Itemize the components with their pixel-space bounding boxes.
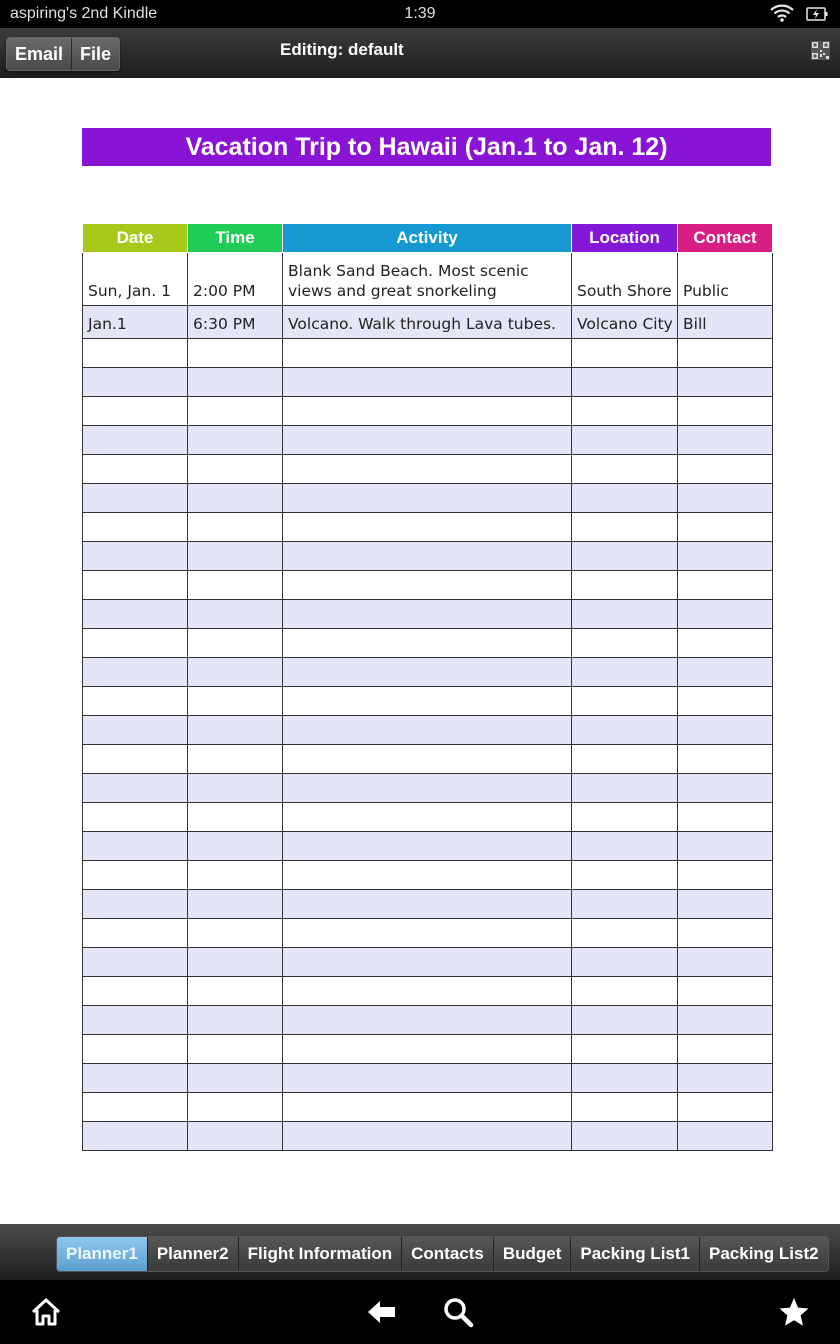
table-cell[interactable] xyxy=(572,948,678,977)
table-cell[interactable] xyxy=(188,397,283,426)
table-cell[interactable] xyxy=(678,832,773,861)
table-cell[interactable] xyxy=(678,687,773,716)
table-cell[interactable] xyxy=(83,1035,188,1064)
table-row xyxy=(83,1064,773,1093)
table-cell[interactable] xyxy=(83,774,188,803)
star-icon[interactable] xyxy=(778,1296,810,1328)
search-icon[interactable] xyxy=(442,1296,474,1328)
table-row xyxy=(83,629,773,658)
table-cell[interactable] xyxy=(83,1093,188,1122)
table-cell[interactable] xyxy=(188,1035,283,1064)
table-cell[interactable] xyxy=(678,977,773,1006)
table-cell[interactable] xyxy=(678,542,773,571)
table-cell[interactable] xyxy=(83,890,188,919)
table-cell[interactable] xyxy=(83,745,188,774)
table-cell[interactable] xyxy=(572,1093,678,1122)
table-cell[interactable] xyxy=(83,977,188,1006)
table-cell[interactable] xyxy=(83,861,188,890)
table-cell[interactable] xyxy=(283,658,572,687)
table-row xyxy=(83,368,773,397)
table-cell[interactable] xyxy=(283,339,572,368)
table-cell[interactable]: Volcano City xyxy=(572,306,678,339)
table-cell[interactable] xyxy=(83,948,188,977)
table-cell[interactable] xyxy=(678,774,773,803)
table-cell[interactable] xyxy=(283,1064,572,1093)
table-cell[interactable] xyxy=(678,890,773,919)
system-nav-bar xyxy=(0,1280,840,1344)
table-cell[interactable] xyxy=(283,513,572,542)
table-row xyxy=(83,1122,773,1151)
table-cell[interactable] xyxy=(572,455,678,484)
battery-icon xyxy=(806,4,828,24)
table-cell[interactable] xyxy=(572,658,678,687)
table-cell[interactable] xyxy=(572,919,678,948)
table-cell[interactable] xyxy=(188,1064,283,1093)
table-cell[interactable] xyxy=(678,368,773,397)
table-cell[interactable] xyxy=(678,803,773,832)
table-cell[interactable]: Volcano. Walk through Lava tubes. xyxy=(283,306,572,339)
column-header-activity[interactable]: Activity xyxy=(283,224,572,253)
table-cell[interactable] xyxy=(678,745,773,774)
table-cell[interactable] xyxy=(83,658,188,687)
table-cell[interactable] xyxy=(572,716,678,745)
table-cell[interactable] xyxy=(188,1006,283,1035)
table-cell[interactable] xyxy=(572,803,678,832)
table-cell[interactable] xyxy=(678,1093,773,1122)
table-cell[interactable] xyxy=(678,716,773,745)
table-row xyxy=(83,513,773,542)
table-cell[interactable] xyxy=(188,977,283,1006)
table-cell[interactable] xyxy=(83,600,188,629)
table-row xyxy=(83,832,773,861)
table-cell[interactable] xyxy=(83,368,188,397)
table-row xyxy=(83,1093,773,1122)
table-row xyxy=(83,397,773,426)
table-row xyxy=(83,716,773,745)
column-header-location[interactable]: Location xyxy=(572,224,678,253)
table-cell[interactable] xyxy=(678,571,773,600)
table-cell[interactable] xyxy=(188,658,283,687)
table-cell[interactable] xyxy=(83,1064,188,1093)
table-cell[interactable] xyxy=(283,368,572,397)
table-cell[interactable] xyxy=(188,745,283,774)
status-bar xyxy=(0,0,840,28)
table-cell[interactable] xyxy=(83,339,188,368)
table-row xyxy=(83,861,773,890)
table-cell[interactable] xyxy=(572,368,678,397)
table-cell[interactable] xyxy=(572,426,678,455)
file-button[interactable]: File xyxy=(71,38,119,70)
tab-packing-list1[interactable]: Packing List1 xyxy=(570,1237,699,1271)
table-cell[interactable] xyxy=(678,455,773,484)
column-header-time[interactable]: Time xyxy=(188,224,283,253)
table-cell[interactable] xyxy=(83,1122,188,1151)
table-cell[interactable] xyxy=(572,339,678,368)
sheet-tab-bar xyxy=(0,1224,840,1280)
table-cell[interactable] xyxy=(283,600,572,629)
table-cell[interactable] xyxy=(283,948,572,977)
table-cell[interactable] xyxy=(283,397,572,426)
table-cell[interactable] xyxy=(83,397,188,426)
table-row xyxy=(83,890,773,919)
table-row xyxy=(83,774,773,803)
device-name: aspiring's 2nd Kindle xyxy=(10,5,158,22)
table-cell[interactable] xyxy=(283,1122,572,1151)
table-cell[interactable] xyxy=(572,832,678,861)
tab-planner2[interactable]: Planner2 xyxy=(147,1237,238,1271)
table-cell[interactable] xyxy=(283,426,572,455)
header-row xyxy=(83,224,773,253)
table-cell[interactable] xyxy=(188,716,283,745)
table-cell[interactable] xyxy=(678,629,773,658)
table-cell[interactable] xyxy=(188,803,283,832)
table-cell[interactable] xyxy=(188,600,283,629)
table-cell[interactable] xyxy=(83,803,188,832)
table-cell[interactable] xyxy=(83,455,188,484)
table-cell[interactable] xyxy=(188,426,283,455)
table-cell[interactable] xyxy=(572,774,678,803)
table-row xyxy=(83,542,773,571)
table-cell[interactable] xyxy=(572,687,678,716)
table-row xyxy=(83,803,773,832)
app-toolbar xyxy=(0,28,840,78)
table-cell[interactable] xyxy=(678,426,773,455)
table-cell[interactable] xyxy=(188,455,283,484)
table-cell[interactable] xyxy=(283,890,572,919)
table-cell[interactable] xyxy=(188,890,283,919)
table-cell[interactable] xyxy=(678,1064,773,1093)
table-cell[interactable] xyxy=(283,832,572,861)
tab-budget[interactable]: Budget xyxy=(493,1237,571,1271)
table-cell[interactable] xyxy=(188,629,283,658)
table-row xyxy=(83,426,773,455)
table-cell[interactable]: South Shore xyxy=(572,253,678,306)
wifi-icon xyxy=(770,4,794,22)
table-cell[interactable] xyxy=(83,716,188,745)
table-cell[interactable] xyxy=(678,658,773,687)
table-row xyxy=(83,600,773,629)
email-button[interactable]: Email xyxy=(7,38,71,70)
table-cell[interactable] xyxy=(678,484,773,513)
table-cell[interactable] xyxy=(572,1035,678,1064)
table-cell[interactable] xyxy=(678,948,773,977)
table-cell[interactable] xyxy=(283,774,572,803)
table-cell[interactable] xyxy=(283,1006,572,1035)
table-cell[interactable] xyxy=(678,861,773,890)
table-cell[interactable] xyxy=(83,1006,188,1035)
table-row xyxy=(83,306,773,339)
table-cell[interactable] xyxy=(83,832,188,861)
table-cell[interactable] xyxy=(678,513,773,542)
table-row xyxy=(83,253,773,306)
table-cell[interactable] xyxy=(678,397,773,426)
table-cell[interactable] xyxy=(283,861,572,890)
table-cell[interactable] xyxy=(572,890,678,919)
table-cell[interactable] xyxy=(188,948,283,977)
table-row xyxy=(83,948,773,977)
table-cell[interactable] xyxy=(83,919,188,948)
table-cell[interactable] xyxy=(188,687,283,716)
table-row xyxy=(83,658,773,687)
table-cell[interactable] xyxy=(678,1122,773,1151)
table-cell[interactable]: 2:00 PM xyxy=(188,253,283,306)
table-cell[interactable] xyxy=(83,513,188,542)
table-cell[interactable] xyxy=(572,571,678,600)
table-cell[interactable] xyxy=(283,1093,572,1122)
table-cell[interactable] xyxy=(678,919,773,948)
table-cell[interactable] xyxy=(283,745,572,774)
table-cell[interactable] xyxy=(188,542,283,571)
table-cell[interactable] xyxy=(188,919,283,948)
table-cell[interactable] xyxy=(678,1035,773,1064)
email-file-button-group xyxy=(6,37,120,71)
table-cell[interactable] xyxy=(188,484,283,513)
table-row xyxy=(83,455,773,484)
table-cell[interactable] xyxy=(283,687,572,716)
qr-code-icon[interactable] xyxy=(811,41,830,60)
table-cell[interactable] xyxy=(283,977,572,1006)
table-cell[interactable] xyxy=(283,455,572,484)
tab-contacts[interactable]: Contacts xyxy=(401,1237,493,1271)
table-cell[interactable] xyxy=(572,542,678,571)
table-cell[interactable] xyxy=(572,1006,678,1035)
table-cell[interactable] xyxy=(283,571,572,600)
table-cell[interactable] xyxy=(188,368,283,397)
table-cell[interactable] xyxy=(83,426,188,455)
table-cell[interactable] xyxy=(572,1122,678,1151)
sheet-tabs xyxy=(56,1236,829,1272)
table-cell[interactable] xyxy=(283,484,572,513)
table-cell[interactable] xyxy=(283,919,572,948)
column-header-date[interactable]: Date xyxy=(83,224,188,253)
table-cell[interactable]: Sun, Jan. 1 xyxy=(83,253,188,306)
table-cell[interactable] xyxy=(188,339,283,368)
table-row xyxy=(83,745,773,774)
table-cell[interactable] xyxy=(572,861,678,890)
table-cell[interactable] xyxy=(83,571,188,600)
table-cell[interactable] xyxy=(572,629,678,658)
table-cell[interactable] xyxy=(572,977,678,1006)
status-clock: 1:39 xyxy=(404,5,436,22)
table-row xyxy=(83,571,773,600)
table-row xyxy=(83,919,773,948)
table-cell[interactable] xyxy=(572,600,678,629)
table-cell[interactable] xyxy=(283,629,572,658)
table-cell[interactable] xyxy=(572,484,678,513)
editing-title: Editing: default xyxy=(280,40,404,59)
table-row xyxy=(83,484,773,513)
table-row xyxy=(83,977,773,1006)
table-cell[interactable] xyxy=(83,687,188,716)
table-row xyxy=(83,1035,773,1064)
tab-planner1[interactable]: Planner1 xyxy=(57,1237,147,1271)
table-row xyxy=(83,687,773,716)
table-cell[interactable] xyxy=(188,513,283,542)
column-header-contact[interactable]: Contact xyxy=(678,224,773,253)
table-cell[interactable] xyxy=(188,1093,283,1122)
table-cell[interactable] xyxy=(188,774,283,803)
table-cell[interactable] xyxy=(572,745,678,774)
table-cell[interactable] xyxy=(572,397,678,426)
sheet-title[interactable]: Vacation Trip to Hawaii (Jan.1 to Jan. 12) xyxy=(82,128,771,166)
tab-packing-list2[interactable]: Packing List2 xyxy=(699,1237,828,1271)
table-cell[interactable]: Bill xyxy=(678,306,773,339)
table-cell[interactable] xyxy=(188,861,283,890)
table-cell[interactable] xyxy=(83,542,188,571)
table-row xyxy=(83,339,773,368)
planner-table xyxy=(82,223,773,1151)
table-row xyxy=(83,1006,773,1035)
tab-flight-information[interactable]: Flight Information xyxy=(238,1237,401,1271)
table-cell[interactable] xyxy=(283,1035,572,1064)
table-cell[interactable] xyxy=(572,1064,678,1093)
table-cell[interactable]: Jan.1 xyxy=(83,306,188,339)
table-cell[interactable] xyxy=(572,513,678,542)
table-cell[interactable]: 6:30 PM xyxy=(188,306,283,339)
table-cell[interactable] xyxy=(83,629,188,658)
table-cell[interactable] xyxy=(83,484,188,513)
table-cell[interactable] xyxy=(283,716,572,745)
table-cell[interactable] xyxy=(188,1122,283,1151)
table-cell[interactable] xyxy=(283,542,572,571)
back-arrow-icon[interactable] xyxy=(366,1296,398,1328)
table-cell[interactable] xyxy=(188,832,283,861)
home-icon[interactable] xyxy=(30,1296,62,1328)
table-cell[interactable] xyxy=(678,1006,773,1035)
table-cell[interactable]: Blank Sand Beach. Most scenic views and great snorkeling xyxy=(283,253,572,306)
table-cell[interactable] xyxy=(188,571,283,600)
table-cell[interactable] xyxy=(678,339,773,368)
table-cell[interactable]: Public xyxy=(678,253,773,306)
table-cell[interactable] xyxy=(283,803,572,832)
table-cell[interactable] xyxy=(678,600,773,629)
